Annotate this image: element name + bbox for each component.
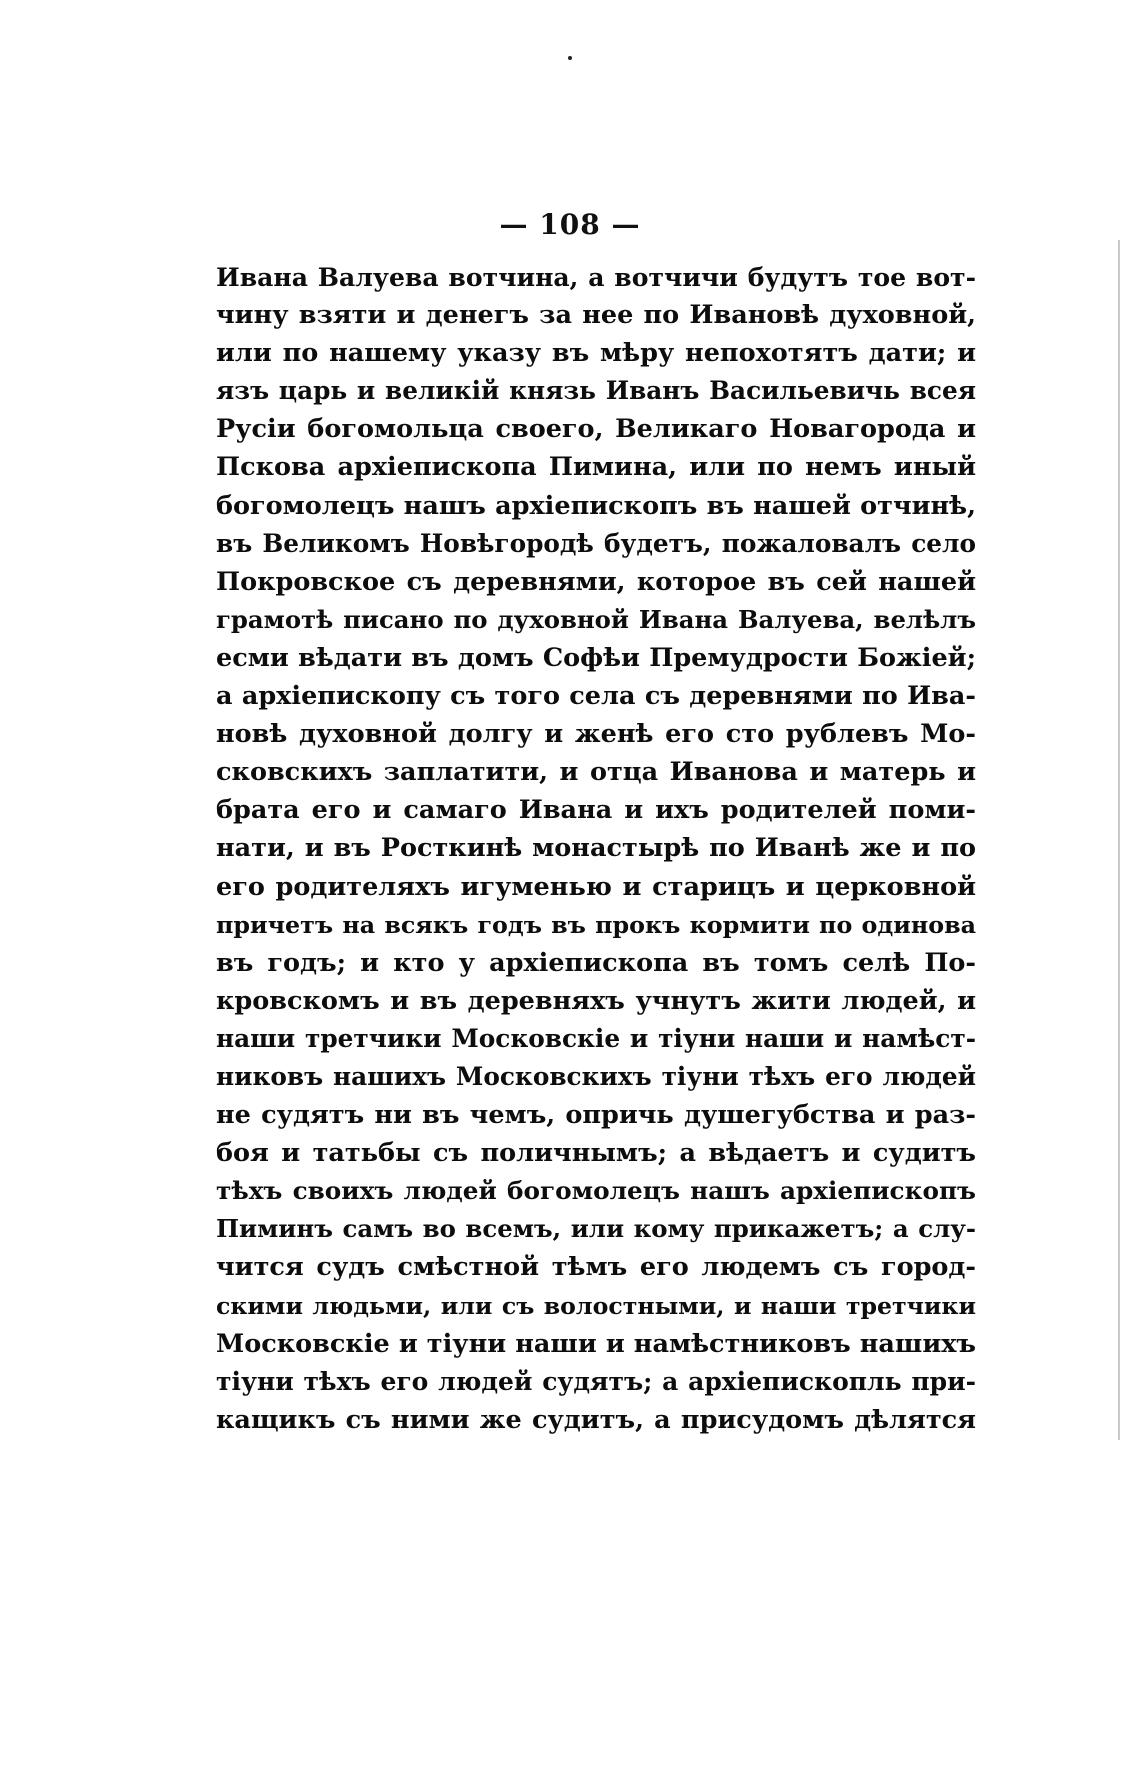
text-line: боя и татьбы съ поличнымъ; а вѣдаетъ и судитъ <box>216 1138 976 1169</box>
text-line: брата его и самаго Ивана и ихъ родителей поми- <box>216 795 976 826</box>
text-line: скими людьми, или съ волостными, и наши третчики <box>216 1291 976 1320</box>
text-line: язъ царь и великій князь Иванъ Васильевичь всея <box>216 376 976 406</box>
text-line: Московскіе и тіуни наши и намѣстниковъ нашихъ <box>216 1328 976 1359</box>
text-line: въ годъ; и кто у архіепископа въ томъ селѣ По- <box>216 947 976 978</box>
text-line: кровскомъ и въ деревняхъ учнутъ жити людей, и <box>216 985 976 1016</box>
text-line: тіуни тѣхъ его людей судятъ; а архіепископль при- <box>216 1366 976 1396</box>
text-line: Ивана Валуева вотчина, а вотчичи будутъ тое вот- <box>216 262 976 292</box>
text-line: кащикъ съ ними же судитъ, а присудомъ дѣлятся <box>216 1404 976 1435</box>
text-line: или по нашему указу въ мѣру непохотятъ дати; и <box>216 338 976 369</box>
text-line: тѣхъ своихъ людей богомолецъ нашъ архіепископъ <box>216 1176 976 1206</box>
page-edge-shadow <box>1118 240 1120 1440</box>
text-line: Русіи богомольца своего, Великаго Новагорода и <box>216 414 976 445</box>
text-line: а архіепископу съ того села съ деревнями по Ива- <box>216 681 976 712</box>
text-line: въ Великомъ Новѣгородѣ будетъ, пожаловалъ село <box>216 528 976 558</box>
text-line: чину взяти и денегъ за нее по Ивановѣ духовной, <box>216 300 976 331</box>
text-line: Пскова архіепископа Пимина, или по немъ иный <box>216 452 976 483</box>
text-line: его родителяхъ игуменью и старицъ и церковной <box>216 871 976 902</box>
page-number: — 108 — <box>499 208 641 241</box>
text-line: грамотѣ писано по духовной Ивана Валуева, велѣлъ <box>216 604 976 634</box>
text-line: Пиминъ самъ во всемъ, или кому прикажетъ; а слу- <box>216 1214 976 1244</box>
text-line: Покровское съ деревнями, которое въ сей нашей <box>216 566 976 597</box>
text-line: есми вѣдати въ домъ Софѣи Премудрости Божіей; <box>216 642 976 673</box>
text-line: причетъ на всякъ годъ въ прокъ кормити по одинова <box>216 910 976 939</box>
text-line: новѣ духовной долгу и женѣ его сто рублевъ Мо- <box>216 719 976 750</box>
text-line: богомолецъ нашъ архіепископъ въ нашей отчинѣ, <box>216 490 976 521</box>
text-line: сковскихъ заплатити, и отца Иванова и матерь и <box>216 757 976 788</box>
text-line: наши третчики Московскіе и тіуни наши и намѣст- <box>216 1023 976 1053</box>
body-text <box>216 258 976 1439</box>
print-speck <box>568 56 572 60</box>
text-line: никовъ нашихъ Московскихъ тіуни тѣхъ его людей <box>216 1061 976 1091</box>
text-line: нати, и въ Росткинѣ монастырѣ по Иванѣ же и по <box>216 833 976 864</box>
text-line: чится судъ смѣстной тѣмъ его людемъ съ город- <box>216 1252 976 1283</box>
text-line: не судятъ ни въ чемъ, опричь душегубства и раз- <box>216 1100 976 1131</box>
